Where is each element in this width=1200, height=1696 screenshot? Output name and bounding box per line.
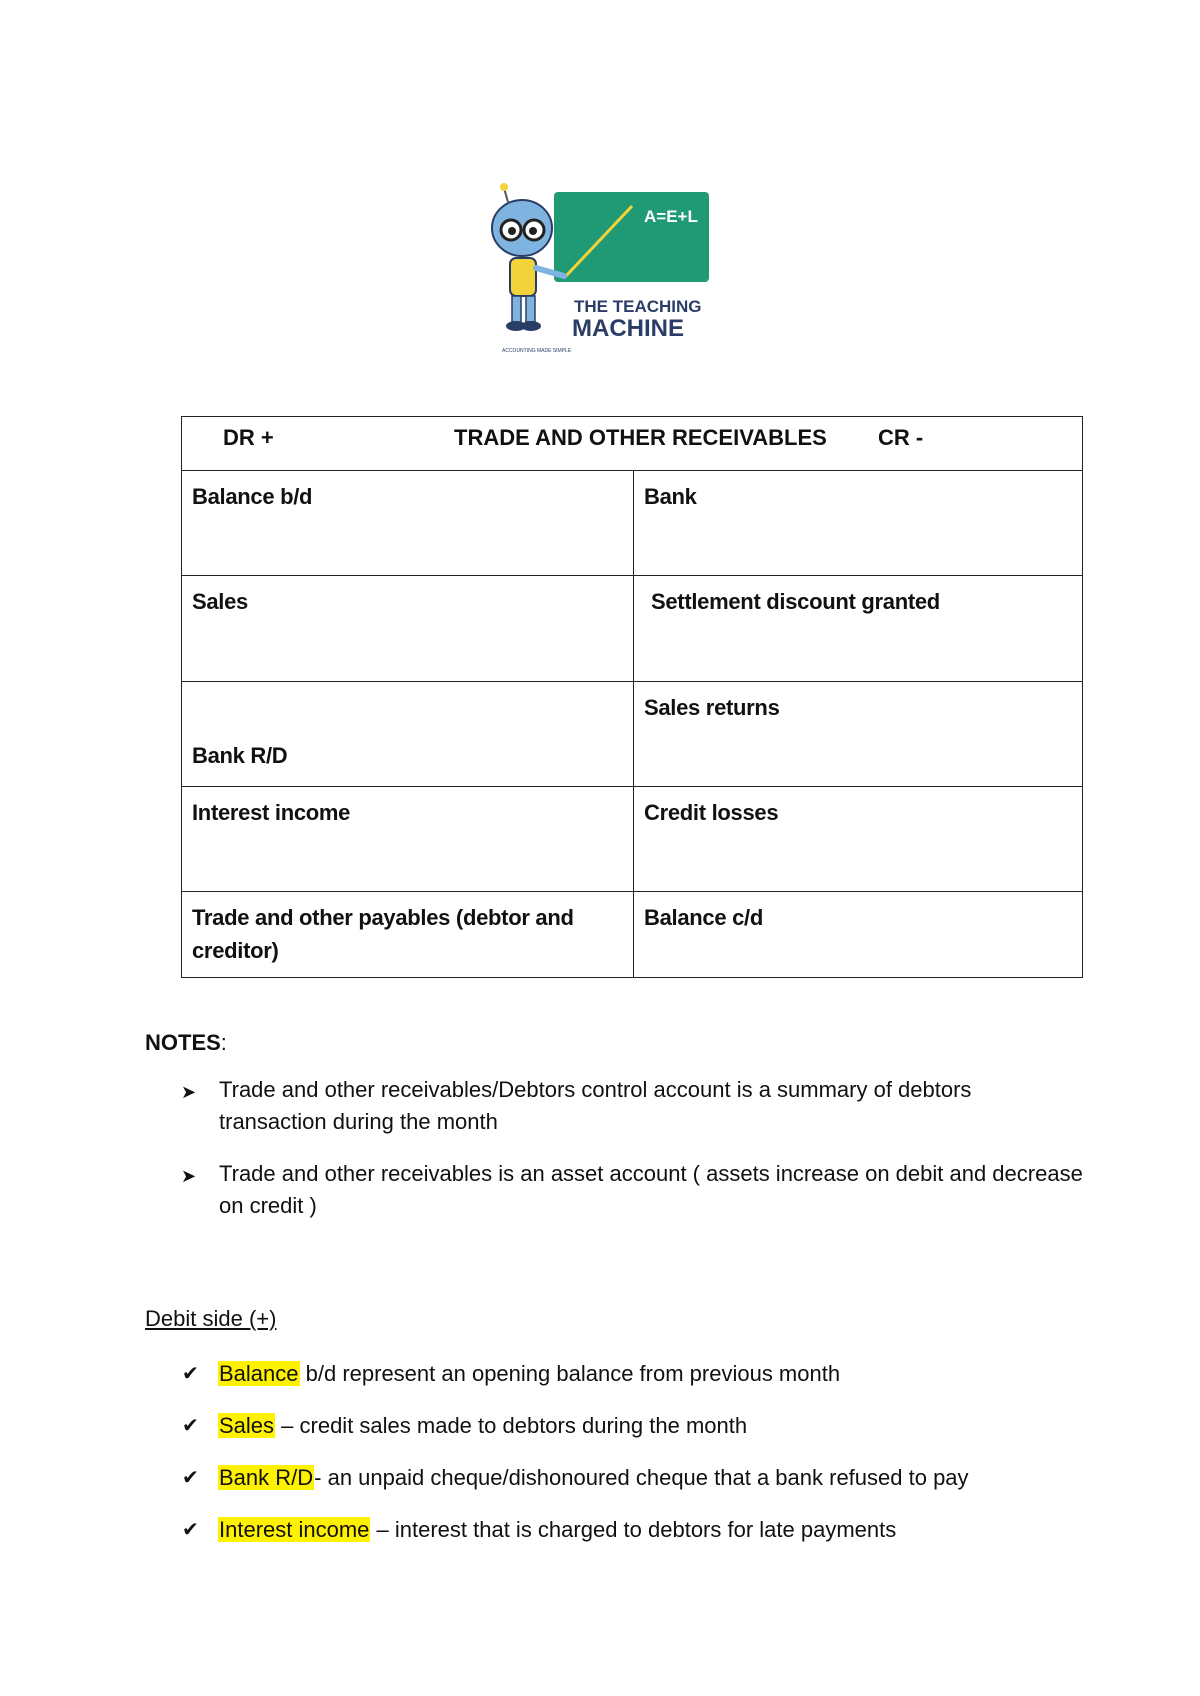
credit-entry: Bank [644, 484, 697, 509]
note-text: Trade and other receivables/Debtors control account is a summary of debtors transaction during the month [219, 1077, 972, 1134]
term-description: – interest that is charged to debtors for late payments [370, 1517, 897, 1542]
debit-entry: Bank R/D [192, 743, 288, 768]
cr-label: CR - [878, 425, 924, 450]
notes-title: NOTES: [145, 1030, 227, 1055]
notes-section [145, 1030, 1085, 1242]
ledger-row [182, 787, 1083, 892]
checkmark-icon: ✔ [182, 1519, 199, 1541]
credit-entry: Sales returns [644, 695, 780, 720]
ledger-table [181, 416, 1083, 978]
debit-side-item [145, 1408, 1085, 1460]
debit-side-item [145, 1460, 1085, 1512]
credit-entry: Balance c/d [644, 905, 763, 930]
brand-line1: THE TEACHING [574, 297, 702, 316]
board-formula: A=E+L [644, 207, 698, 226]
debit-side-list [145, 1356, 1085, 1564]
term-description: b/d represent an opening balance from previous month [299, 1361, 841, 1386]
arrow-bullet-icon: ➤ [181, 1082, 197, 1102]
teaching-machine-logo [484, 180, 714, 358]
debit-entry: Sales [192, 589, 248, 614]
debit-entry: Interest income [192, 800, 351, 825]
checkmark-icon: ✔ [182, 1363, 199, 1385]
highlighted-term: Balance [219, 1361, 299, 1386]
ledger-header [182, 417, 1083, 471]
debit-entry: Trade and other payables (debtor and creditor) [192, 905, 574, 963]
highlighted-term: Interest income [219, 1517, 370, 1542]
highlighted-term: Sales [219, 1413, 275, 1438]
credit-entry: Credit losses [644, 800, 779, 825]
debit-side-item [145, 1356, 1085, 1408]
debit-side-item [145, 1512, 1085, 1564]
ledger-row [182, 892, 1083, 978]
arrow-bullet-icon: ➤ [181, 1166, 197, 1186]
note-item [145, 1158, 1085, 1222]
ledger-row [182, 682, 1083, 787]
highlighted-term: Bank R/D [219, 1465, 314, 1490]
ledger-row [182, 471, 1083, 576]
credit-entry: Settlement discount granted [651, 589, 940, 614]
robot-body [510, 258, 536, 296]
term-description: - an unpaid cheque/dishonoured cheque that a bank refused to pay [314, 1465, 969, 1490]
dr-label: DR + [223, 425, 274, 450]
note-item [145, 1074, 1085, 1138]
chalkboard [554, 192, 709, 282]
debit-side-title: Debit side (+) [145, 1306, 277, 1331]
brand-tagline: ACCOUNTING MADE SIMPLE [502, 348, 572, 354]
checkmark-icon: ✔ [182, 1467, 199, 1489]
checkmark-icon: ✔ [182, 1415, 199, 1437]
ledger-title: TRADE AND OTHER RECEIVABLES [454, 425, 827, 450]
ledger-row [182, 576, 1083, 682]
ledger-header-row [182, 417, 1083, 471]
term-description: – credit sales made to debtors during the month [275, 1413, 748, 1438]
note-text: Trade and other receivables is an asset account ( assets increase on debit and decrease on credit ) [219, 1161, 1083, 1218]
debit-entry: Balance b/d [192, 484, 313, 509]
brand-line2: MACHINE [572, 315, 684, 342]
